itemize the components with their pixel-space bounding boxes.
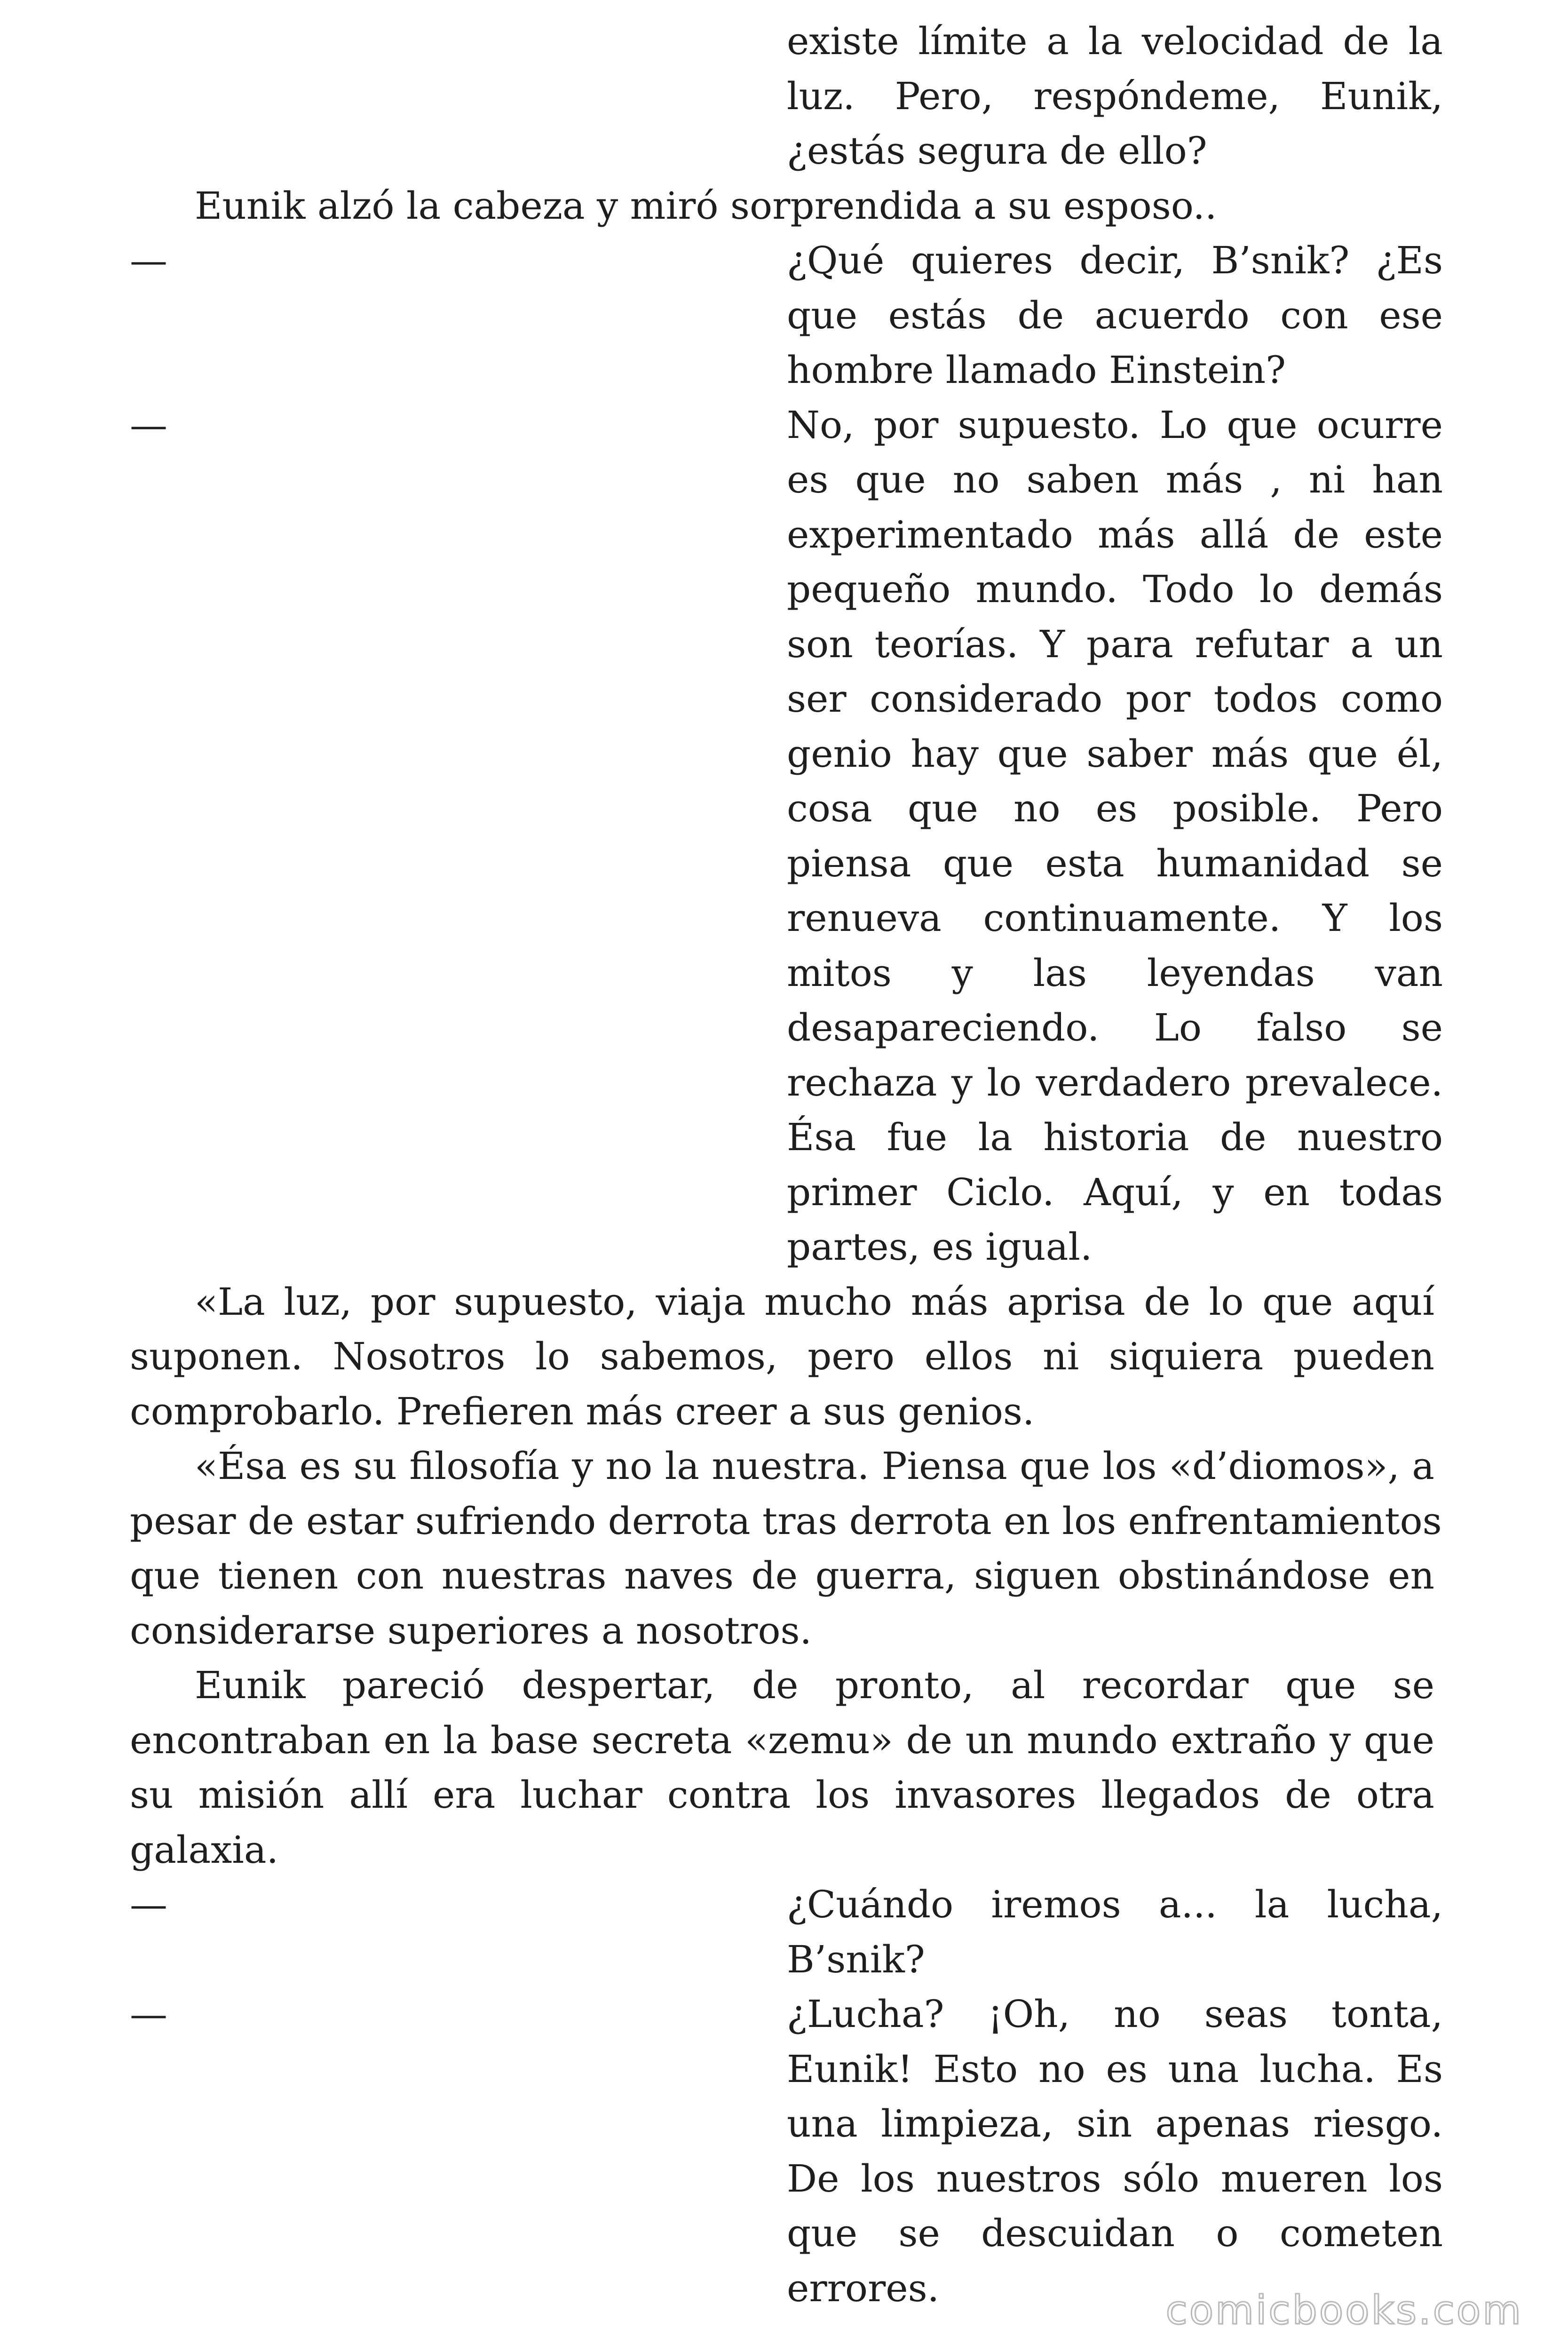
line-text: No, por supuesto. Lo que ocurre — [787, 403, 1443, 447]
line-text: encontraban en la base secreta «zemu» de un mundo extraño y que — [130, 1718, 1434, 1762]
dialogue-dash: — — [130, 1992, 167, 2036]
text-line — [0, 288, 1568, 342]
text-line — [0, 1110, 1568, 1164]
text-line — [0, 233, 1568, 287]
text-line — [0, 1768, 1568, 1822]
text-line — [0, 1056, 1568, 1110]
watermark: comicbooks.com — [1165, 2287, 1523, 2333]
line-text: luz. Pero, respóndeme, Eunik, — [787, 74, 1443, 118]
line-text: pesar de estar sufriendo derrota tras derrota en los enfrentamientos — [130, 1499, 1442, 1543]
line-text: «Ésa es su filosofía y no la nuestra. Piensa que los «d’diomos», a — [195, 1444, 1434, 1488]
text-line — [0, 1384, 1568, 1438]
line-text: mitos y las leyendas van — [787, 951, 1443, 995]
text-line — [0, 727, 1568, 781]
text-line — [0, 1549, 1568, 1603]
text-line — [0, 1932, 1568, 1986]
line-text: rechaza y lo verdadero prevalece. — [787, 1060, 1443, 1104]
line-text: considerarse superiores a nosotros. — [130, 1608, 812, 1653]
line-text: Eunik! Esto no es una lucha. Es — [787, 2047, 1443, 2091]
line-text: una limpieza, sin apenas riesgo. — [787, 2102, 1443, 2145]
text-line — [0, 1604, 1568, 1658]
text-line — [0, 2097, 1568, 2151]
line-text: experimentado más allá de este — [787, 512, 1443, 556]
text-line — [0, 1165, 1568, 1219]
line-text: B’snik? — [787, 1937, 925, 1981]
text-line — [0, 781, 1568, 835]
text-line — [0, 69, 1568, 123]
line-text: primer Ciclo. Aquí, y en todas — [787, 1170, 1443, 1214]
dialogue-dash: — — [130, 238, 167, 282]
line-text: genio hay que saber más que él, — [787, 731, 1443, 776]
line-text: son teorías. Y para refutar a un — [787, 622, 1443, 666]
line-text: ser considerado por todos como — [787, 677, 1443, 721]
line-text: Eunik pareció despertar, de pronto, al recordar que se — [195, 1663, 1434, 1707]
dialogue-dash: — — [130, 1883, 167, 1926]
line-text: ¿Cuándo iremos a... la lucha, — [787, 1883, 1443, 1926]
line-text: De los nuestros sólo mueren los — [787, 2156, 1443, 2201]
line-text: piensa que esta humanidad se — [787, 841, 1443, 885]
line-text: comprobarlo. Prefieren más creer a sus genios. — [130, 1389, 1035, 1433]
line-text: «La luz, por supuesto, viaja mucho más aprisa de lo que aquí — [195, 1279, 1434, 1324]
text-line — [0, 617, 1568, 671]
text-line — [0, 946, 1568, 1000]
line-text: es que no saben más , ni han — [787, 458, 1443, 501]
line-text: que se descuidan o cometen — [787, 2211, 1443, 2255]
line-text: pequeño mundo. Todo lo demás — [787, 567, 1443, 611]
text-line — [0, 2042, 1568, 2096]
text-line — [0, 2206, 1568, 2260]
line-text: cosa que no es posible. Pero — [787, 787, 1443, 830]
line-text: galaxia. — [130, 1828, 279, 1872]
text-line — [0, 672, 1568, 726]
line-text: su misión allí era luchar contra los invasores llegados de otra — [130, 1773, 1434, 1817]
text-line — [0, 1275, 1568, 1329]
text-line — [0, 1987, 1568, 2041]
text-line — [0, 1220, 1568, 1274]
text-line — [0, 179, 1568, 233]
line-text: que estás de acuerdo con ese — [787, 293, 1443, 337]
text-line — [0, 2152, 1568, 2206]
text-line — [0, 1877, 1568, 1931]
line-text: hombre llamado Einstein? — [787, 348, 1286, 392]
line-text: renueva continuamente. Y los — [787, 896, 1443, 940]
line-text: ¿Qué quieres decir, B’snik? ¿Es — [787, 238, 1443, 282]
line-text: ¿Lucha? ¡Oh, no seas tonta, — [787, 1992, 1443, 2036]
text-line — [0, 891, 1568, 945]
text-line — [0, 508, 1568, 562]
text-line — [0, 1001, 1568, 1055]
text-line — [0, 1329, 1568, 1383]
text-line — [0, 836, 1568, 890]
line-text: errores. — [787, 2266, 940, 2310]
text-line — [0, 14, 1568, 68]
text-line — [0, 562, 1568, 616]
line-text: ¿estás segura de ello? — [787, 129, 1207, 173]
text-line — [0, 398, 1568, 452]
text-line — [0, 1439, 1568, 1493]
text-line — [0, 1658, 1568, 1712]
text-line — [0, 453, 1568, 507]
text-line — [0, 1823, 1568, 1877]
text-line — [0, 343, 1568, 397]
line-text: desapareciendo. Lo falso se — [787, 1006, 1443, 1049]
line-text: suponen. Nosotros lo sabemos, pero ellos ni siquiera pueden — [130, 1335, 1434, 1378]
text-line — [0, 1713, 1568, 1767]
line-text: existe límite a la velocidad de la — [787, 19, 1443, 63]
line-text: que tienen con nuestras naves de guerra, siguen obstinándose en — [130, 1554, 1434, 1597]
text-line — [0, 1494, 1568, 1548]
line-text: partes, es igual. — [787, 1225, 1093, 1269]
dialogue-dash: — — [130, 403, 167, 447]
line-text: Eunik alzó la cabeza y miró sorprendida a su esposo.. — [195, 183, 1217, 228]
line-text: Ésa fue la historia de nuestro — [787, 1115, 1443, 1159]
text-line — [0, 124, 1568, 178]
